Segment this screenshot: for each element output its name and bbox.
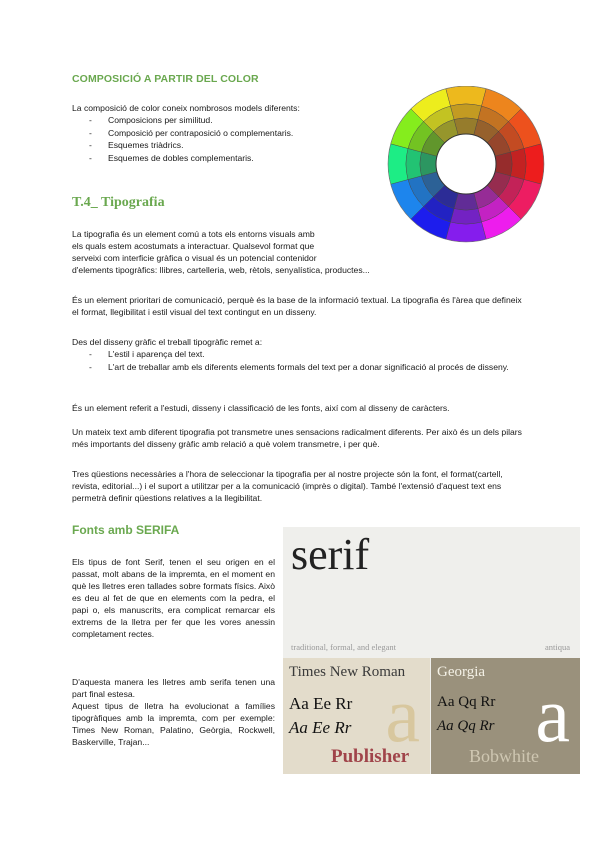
color-wheel-segment: [388, 144, 408, 184]
font-specimen-regular: Aa Ee Rr: [289, 694, 353, 713]
sample-tagline: traditional, formal, and elegant: [291, 642, 397, 652]
typography-paragraph-6: Tres qüestions necessàries a l'hora de seleccionar la tipografia per al nostre projecte són la font, el format(cartell, revista, editorial...) i el suport a utilitzar per a la comunicació (imprès o digital). També l'extensió d'aquest text ens permetrà definir qüestions relatives a la llegibilitat.: [72, 469, 503, 503]
color-wheel-segment: [510, 148, 526, 179]
font-name: Times New Roman: [289, 664, 406, 680]
sample-tag-antiqua: antiqua: [544, 642, 570, 652]
section-serif-title: Fonts amb SERIFA: [72, 523, 180, 537]
section-color-title: COMPOSICIÓ A PARTIR DEL COLOR: [72, 73, 259, 85]
list-item: - Esquemes triàdrics.: [72, 139, 372, 152]
serif-sample-image: [283, 527, 580, 774]
text-line: els quals estem acostumats a interactuar. Qualsevol format que: [72, 241, 315, 251]
typography-paragraph-1: [72, 228, 432, 276]
list-item: - Composicions per similitud.: [72, 114, 372, 127]
text-line: La tipografia és un element comú a tots els entorns visuals amb: [72, 229, 315, 239]
color-wheel-segment: [406, 148, 422, 179]
text-line: d'elements tipogràfics: llibres, cartelleria, web, rètols, senyalística, productes...: [72, 265, 370, 275]
big-letter: a: [535, 671, 570, 758]
typography-paragraph-5: Un mateix text amb diferent tipografia pot transmetre unes sensacions radicalment diferents. Per això és un dels pilars més importants del disseny gràfic amb relació a què volem transmetre, i per què.: [72, 427, 522, 449]
color-wheel-segment: [446, 86, 486, 106]
font-panel-times: [283, 658, 430, 774]
font-name: Georgia: [437, 664, 486, 680]
typography-paragraph-4: És un element referit a l'estudi, disseny i classificació de les fonts, així com al disseny de caràcters.: [72, 403, 450, 413]
font-sample-word: Bobwhite: [469, 746, 539, 766]
font-specimen-italic: Aa Ee Rr: [289, 718, 352, 737]
color-wheel-segment: [450, 208, 481, 224]
list-item: - L'estil i aparença del text.: [72, 348, 528, 361]
font-sample-word: Publisher: [331, 746, 410, 767]
color-wheel-segment: [446, 222, 486, 242]
font-panel-georgia: [431, 658, 580, 774]
serif-paragraph-3: Aquest tipus de lletra ha evolucionat a famílies tipogràfiques amb la impremta, com per exemple: Times New Roman, Palatino, Geòrgia, Rockwell, Baskerville, Trajan...: [72, 701, 275, 747]
color-wheel-image: [376, 86, 556, 246]
typography-paragraph-3: Des del disseny gràfic el treball tipogràfic remet a:: [72, 337, 263, 347]
big-letter: a: [385, 671, 420, 758]
sample-word: serif: [291, 530, 370, 579]
section-color-intro: La composició de color coneix nombrosos models diferents:: [72, 103, 300, 113]
text-line: serveixi com interficie gràfica o visual és un potencial contenidor: [72, 253, 317, 263]
font-specimen-regular: Aa Qq Rr: [437, 694, 496, 710]
list-item: - L'art de treballar amb els diferents elements formals del text per a donar significació al procés de disseny.: [72, 361, 528, 374]
serif-paragraph-1: Els tipus de font Serif, tenen el seu origen en el passat, molt abans de la impremta, en el moment en què les lletres eren tallades sobre formats físics. Això es deu al fet de que en elements com la pedra, el papi o, els manuscrits, era complicat remarcar els extrems de la lletra per fer que les vores anessin completament rectes.: [72, 557, 275, 639]
color-models-list: [72, 114, 372, 164]
font-specimen-italic: Aa Qq Rr: [437, 718, 495, 734]
section-typography-title: T.4_ Tipografia: [72, 195, 165, 210]
typography-paragraph-2: És un element prioritari de comunicació, perquè és la base de la informació textual. La tipografia és l'àrea que defineix el format, llegibilitat i estil visual del text contingut en un disseny.: [72, 295, 522, 317]
color-wheel-segment: [524, 144, 544, 184]
typography-list: [72, 348, 528, 373]
color-wheel-segment: [450, 104, 481, 120]
list-item: - Composició per contraposició o complementaris.: [72, 127, 372, 140]
serif-paragraph-2: D'aquesta manera les lletres amb serifa tenen una part final estesa.: [72, 677, 275, 699]
list-item: - Esquemes de dobles complementaris.: [72, 152, 372, 165]
